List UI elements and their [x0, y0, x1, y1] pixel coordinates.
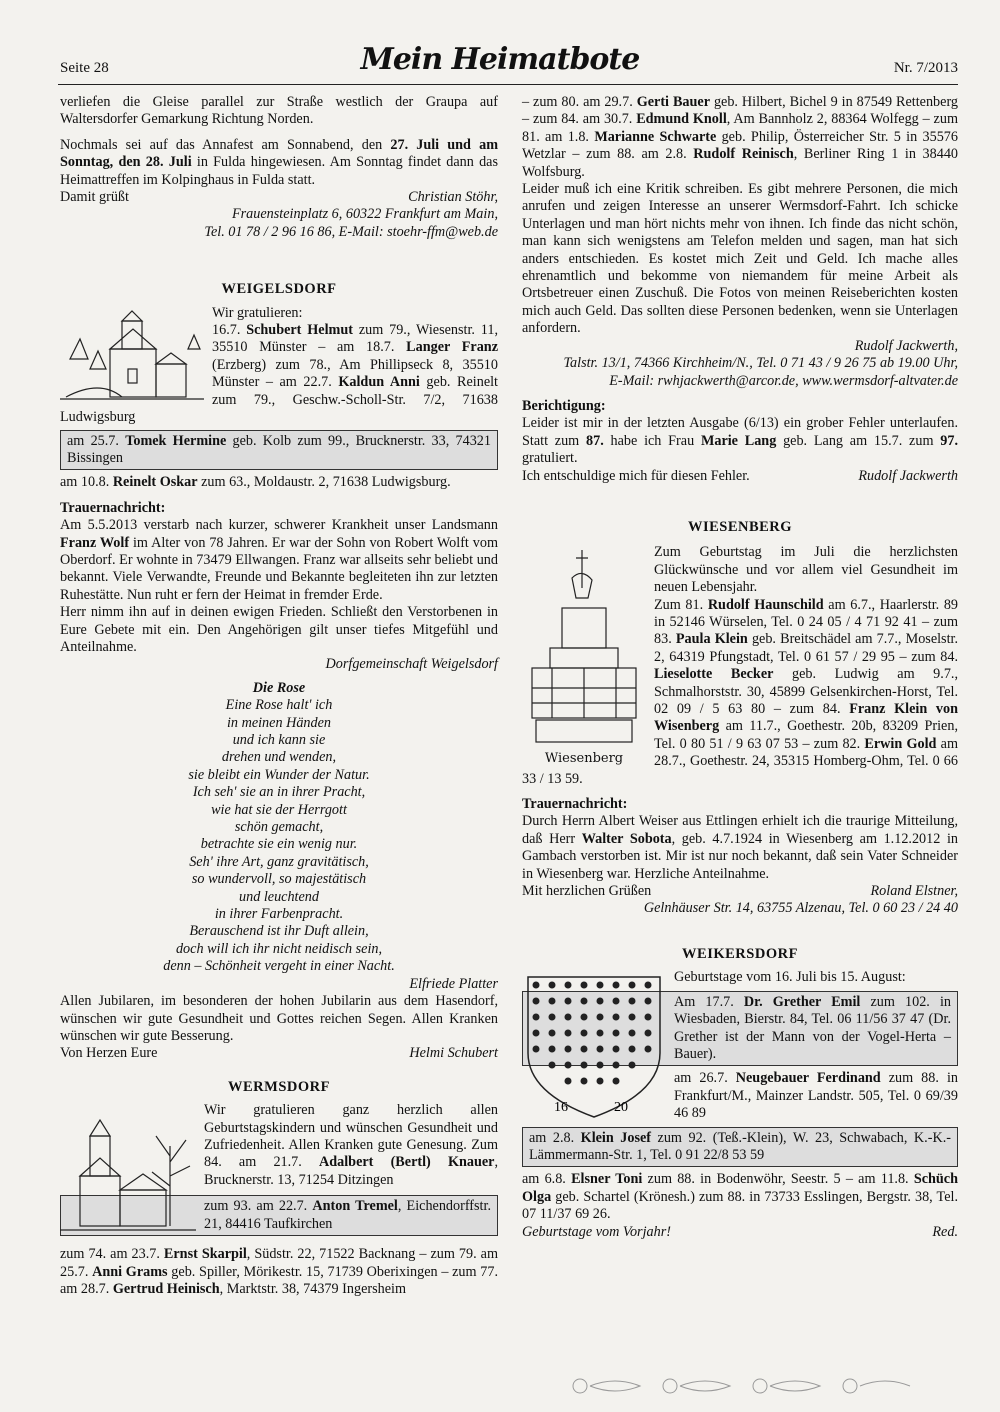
shield-dot [533, 998, 540, 1005]
trauer-prayer: Herr nimm ihn auf in deinen ewigen Frieden. Schließt den Verstorbenen in Eure Gebete mit ein. Den Angehörigen gilt unser tiefes Mitgefühl und Anteilnahme. [60, 604, 498, 655]
elstner-address: Gelnhäuser Str. 14, 63755 Alzenau, Tel. 0 60 23 / 24 40 [643, 900, 958, 917]
r-birthdays: – zum 80. am 29.7. Gerti Bauer geb. Hilbert, Bichel 9 in 87549 Rettenberg – zum 84. am 30.7. Edmund Knoll, Am Bannholz 2, 88364 Wolfegg – zum 81. am 1.8. Marianne Schwarte geb. Philip, Österreicher Str. 5 in 35576 Wetzlar – zum 88. am 2.8. Rudolf Reinisch, Berliner Ring 1 in 38440 Wolfsburg. [522, 94, 959, 180]
highlight-box-tremel: zum 93. am 22.7. Anton Tremel, Eichendorffstr. 21, 84416 Taufkirchen [60, 1195, 498, 1236]
poem-line: und ich kann sie [232, 732, 326, 748]
trauer-heading: Trauernachricht: [60, 499, 166, 516]
shield-dot [597, 1078, 604, 1085]
poem-line: betrachte sie ein wenig nur. [200, 836, 358, 853]
contact-stoehr: Tel. 01 78 / 2 96 16 86, E-Mail: stoehr-ffm@web.de [204, 223, 498, 240]
berichtigung-signature: Ich entschuldige mich für diesen Fehler. Rudolf Jackwerth [522, 467, 958, 484]
floral-ornament [560, 1374, 920, 1398]
shield-coat-of-arms [522, 973, 666, 1121]
shield-dot [629, 998, 636, 1005]
shield-dot [581, 982, 588, 989]
werm-birthdays: zum 74. am 23.7. Ernst Skarpil, Südstr. 22, 71522 Backnang – zum 79. am 25.7. Anni Grams geb. Spiller, Mörikestr. 15, 71739 Oberixingen – zum 77. am 28.7. Gertrud Heinisch, Marktstr. 38, 74379 Ingersheim [60, 1246, 499, 1297]
wies-birthdays: Zum 81. Rudolf Haunschild am 6.7., Haarlerstr. 89 in 52146 Würselen, Tel. 0 24 05 / 4 71 92 41 – zum 83. Paula Klein geb. Breitschädel am 7.7., Moselstr. 2, 64319 Pfungstadt, Tel. 0 61 57 / 29 95 – zum 84. Lieselotte Becker geb. Ludwig am 9.7., Schmalhorststr. 30, 45899 Gelsenkirchen-Horst, Tel. 02 09 / 5 63 80 – zum 84. Franz Klein von Wisenberg am 11.7., Goethestr. 20b, 83209 Prien, Tel. 0 80 51 / 9 63 07 53 – zum 82. Erwin Gold am 28.7., Goethestr. 24, 35315 Homberg-Ohm, Tel. 0 66 33 / 13 59. [522, 596, 959, 787]
shield-dot [533, 1030, 540, 1037]
poem-line: Seh' ihre Art, ganz gravitätisch, [189, 853, 369, 870]
shield-year-left: 16 [554, 1100, 568, 1116]
shield-dot [581, 1046, 588, 1053]
shield-dot [597, 1046, 604, 1053]
header-rule [58, 84, 958, 85]
shield-dot [645, 998, 652, 1005]
berichtigung-heading: Berichtigung: [522, 397, 606, 414]
berichtigung-text: Leider ist mir in der letzten Ausgabe (6/13) ein grober Fehler unterlaufen. Statt zum 87. habe ich Frau Marie Lang geb. Lang am 15.7. zum 97. gratuliert. [522, 415, 958, 467]
shield-dot [581, 998, 588, 1005]
poem-line: Eine Rose halt' ich [225, 697, 333, 714]
shield-dot [597, 998, 604, 1005]
wermsdorf-block [60, 1102, 498, 1242]
jubilare-text: Allen Jubilaren, im besonderen der hohen Jubilarin aus dem Hasendorf, wünschen wir gute Gesundheit und Gottes reichen Segen. Allen Kranken wünschen wir gute Besserung. [60, 993, 498, 1044]
shield-dot [549, 998, 556, 1005]
shield-dot [549, 1062, 556, 1069]
poem-line: in meinen Händen [226, 714, 332, 731]
poem-line: schön gemacht, [234, 819, 324, 836]
poem-line: und leuchtend [239, 888, 319, 905]
shield-dot [549, 982, 556, 989]
wiesenberg-fountain [522, 548, 646, 767]
poem-title: Die Rose [252, 679, 306, 696]
shield-dot [613, 998, 620, 1005]
shield-dot [629, 1046, 636, 1053]
shield-dot [565, 1062, 572, 1069]
trauer-text: Am 5.5.2013 verstarb nach kurzer, schwerer Krankheit unser Landsmann Franz Wolf im Alter von 78 Jahren. Er war der Sohn von Robert Wolft vom Oberdorf. Er wohnte in 73479 Ellwangen. Franz war allseits sehr beliebt und bekannt. Viele Verwandte, Freunde und Bekannte begleiteten ihn zur letzten Ruhestätte. Nun ruht er fern der Heimat in fremder Erde. [60, 517, 498, 603]
poem-line: sie bleibt ein Wunder der Natur. [188, 766, 370, 783]
shield-dot [645, 1046, 652, 1053]
poem-line: Ich seh' sie an in ihrer Pracht, [192, 784, 366, 801]
kritik-signature: Rudolf Jackwerth, [854, 337, 958, 354]
shield-dot [565, 1078, 572, 1085]
section-title-weigelsdorf: WEIGELSDORF [221, 281, 337, 298]
weig-intro: Wir gratulieren: [212, 304, 303, 321]
poem-author: Elfriede Platter [409, 975, 498, 992]
poem-line: so wundervoll, so majestätisch [191, 871, 367, 888]
left-column [60, 94, 498, 1298]
shield-dot [549, 1046, 556, 1053]
issue-number: Nr. 7/2013 [893, 60, 958, 76]
trauer-signature: Dorfgemeinschaft Weigelsdorf [325, 656, 498, 673]
shield-dot [629, 1062, 636, 1069]
shield-dot [549, 1014, 556, 1021]
weik-intro: Geburtstage vom 16. Juli bis 15. August: [674, 969, 906, 986]
weig-reinelt: am 10.8. Reinelt Oskar zum 63., Moldaustr. 2, 71638 Ludwigsburg. [60, 474, 451, 491]
masthead: Mein Heimatbote [360, 42, 640, 77]
shield-dot [581, 1030, 588, 1037]
annafest-text: Nochmals sei auf das Annafest am Sonnabend, den 27. Juli und am Sonntag, den 28. Juli in Fulda hingewiesen. Am Sonntag findet dann das Heimattreffen im Kolpinghaus in Fulda statt. [60, 136, 499, 188]
poem-line: Berauschend ist ihr Duft allein, [189, 923, 369, 940]
kritik-text: Leider muß ich eine Kritik schreiben. Es gibt mehrere Personen, die mich anrufen und zeigen Interesse an unserer Wermsdorf-Fahrt. Ich schicke Unterlagen und man hört nichts mehr von ihnen. Ich finde das nicht schön, man kann sich wenigstens am Telefon melden und sagen, man hat sich anders entschieden. Es kostet mich Zeit und Geld. Ich mache alles ehrenamtlich und bekomme von niemandem für meine Arbeit als Ortsbetreuer einen Zuschuß. Die Fotos von meinen Reiseberichten kosten mich auch Geld. Das sollten diese Personen bedenken, wenn sie Unterlagen anfordern. [522, 181, 958, 337]
signature-schubert: Von Herzen Eure Helmi Schubert [60, 1045, 498, 1062]
shield-dot [645, 1014, 652, 1021]
wies-intro: Zum Geburtstag im Juli die herzlichsten Glückwünsche und vor allem viel Gesundheit im neuen Lebensjahr. [654, 544, 958, 596]
shield-dot [565, 1030, 572, 1037]
fountain-illustration [522, 548, 646, 748]
highlight-box-tomek: am 25.7. Tomek Hermine geb. Kolb zum 99., Brucknerstr. 33, 74321 Bissingen [60, 430, 498, 471]
shield-dot [613, 1030, 620, 1037]
shield-dot [565, 1046, 572, 1053]
shield-dot [581, 1078, 588, 1085]
kritik-address: Talstr. 13/1, 74366 Kirchheim/N., Tel. 0 71 43 / 9 26 75 ab 19.00 Uhr, [563, 355, 958, 372]
wies-trauer-text: Durch Herrn Albert Weiser aus Ettlingen erhielt ich die traurige Mitteilung, daß Herr Walter Sobota, geb. 4.7.1924 in Wiesenberg am 1.12.2012 in Gambach verstorben ist. Mir ist nur noch bekannt, daß sein Vater Schneider in Wiesenberg war. Herzliche Anteilnahme. [522, 813, 958, 882]
shield-dot [645, 1030, 652, 1037]
right-column [522, 94, 958, 1241]
weigelsdorf-block [60, 305, 498, 427]
poem-line: drehen und wenden, [221, 749, 337, 766]
shield-dot [597, 1014, 604, 1021]
shield-dot [597, 1062, 604, 1069]
highlight-box-klein: am 2.8. Klein Josef zum 92. (Teß.-Klein), W. 23, Schwabach, K.-K.-Lämmermann-Str. 1, Tel. 0 91 22/8 53 59 [522, 1127, 958, 1168]
wiesenberg-caption: Wiesenberg [544, 750, 624, 766]
shield-dot [597, 1030, 604, 1037]
shield-dot [629, 1014, 636, 1021]
shield-dot [613, 1046, 620, 1053]
kritik-contact: E-Mail: rwhjackwerth@arcor.de, www.wermsdorf-altvater.de [609, 372, 958, 389]
shield-dot [613, 1014, 620, 1021]
signature-stoehr: Damit grüßt Christian Stöhr, [60, 189, 498, 206]
shield-dot [533, 1014, 540, 1021]
shield-dot [629, 982, 636, 989]
shield-dot [597, 982, 604, 989]
poem-line: wie hat sie der Herrgott [211, 801, 347, 818]
wiesenberg-block [522, 544, 958, 788]
poem-line: in ihrer Farbenpracht. [214, 906, 344, 923]
highlight-box-grether: Am 17.7. Dr. Grether Emil zum 102. in Wiesbaden, Bierstr. 84, Tel. 06 11/56 37 47 (Dr. Grether ist der Mann von der Vogel-Herta – Bauer). [522, 991, 958, 1067]
shield-dot [613, 982, 620, 989]
shield-year-right: 20 [614, 1100, 628, 1116]
poem-line: denn – Schönheit vergeht in einer Nacht. [163, 958, 395, 975]
weik-footer: Geburtstage vom Vorjahr! Red. [522, 1223, 958, 1240]
werm-text: Wir gratulieren ganz herzlich allen Geburtstagskindern und wünschen Gesundheit und Zufriedenheit. Allen Kranken gute Genesung. Zum 84. am 21.7. Adalbert (Bertl) Knauer, Brucknerstr. 13, 71254 Ditzingen [204, 1102, 498, 1188]
page-number: Seite 28 [60, 60, 109, 76]
shield-dot [565, 998, 572, 1005]
weik-birthdays: am 6.8. Elsner Toni zum 88. in Bodenwöhr, Seestr. 5 – am 11.8. Schüch Olga geb. Schartel (Krönesh.) zum 88. in 73733 Esslingen, Bergstr. 38, Tel. 07 11/37 69 26. [522, 1171, 958, 1223]
shield-dot [613, 1062, 620, 1069]
section-title-wiesenberg: WIESENBERG [687, 518, 793, 535]
weikersdorf-block [522, 969, 958, 1122]
poem-line: doch will ich ihr nicht neidisch sein, [175, 940, 383, 957]
section-title-wermsdorf: WERMSDORF [228, 1078, 330, 1095]
shield-dot [533, 1046, 540, 1053]
intro-text: verliefen die Gleise parallel zur Straße westlich der Graupa auf Waltersdorfer Gemarkung Richtung Norden. [60, 94, 498, 128]
shield-dot [645, 982, 652, 989]
shield-dot [613, 1078, 620, 1085]
weig-birthdays: 16.7. Schubert Helmut zum 79., Wiesenstr. 11, 35510 Münster – am 18.7. Langer Franz (Erzberg) zum 78., Am Phillipseck 8, 35510 Münster – am 22.7. Kaldun Anni geb. Reinelt zum 79., Geschw.-Scholl-Str. 7/2, 71638 Ludwigsburg [60, 322, 498, 426]
address-stoehr: Frauensteinplatz 6, 60322 Frankfurt am Main, [231, 206, 498, 223]
church-illustration [60, 309, 204, 405]
shield-dot [581, 1014, 588, 1021]
shield-dot [533, 982, 540, 989]
wies-trauer-signature: Mit herzlichen Grüßen Roland Elstner, [522, 883, 958, 900]
shield-dot [549, 1030, 556, 1037]
shield-dot [565, 1014, 572, 1021]
chapel-illustration [60, 1106, 196, 1242]
shield-dot [581, 1062, 588, 1069]
weik-neugebauer: am 26.7. Neugebauer Ferdinand zum 88. in Frankfurt/M., Mainzer Landstr. 505, Tel. 0 69/39 46 89 [674, 1070, 958, 1122]
poem-body [60, 697, 498, 976]
shield-dot [629, 1030, 636, 1037]
shield-dot [565, 982, 572, 989]
wies-trauer-heading: Trauernachricht: [522, 796, 628, 813]
section-title-weikersdorf: WEIKERSDORF [682, 945, 798, 962]
